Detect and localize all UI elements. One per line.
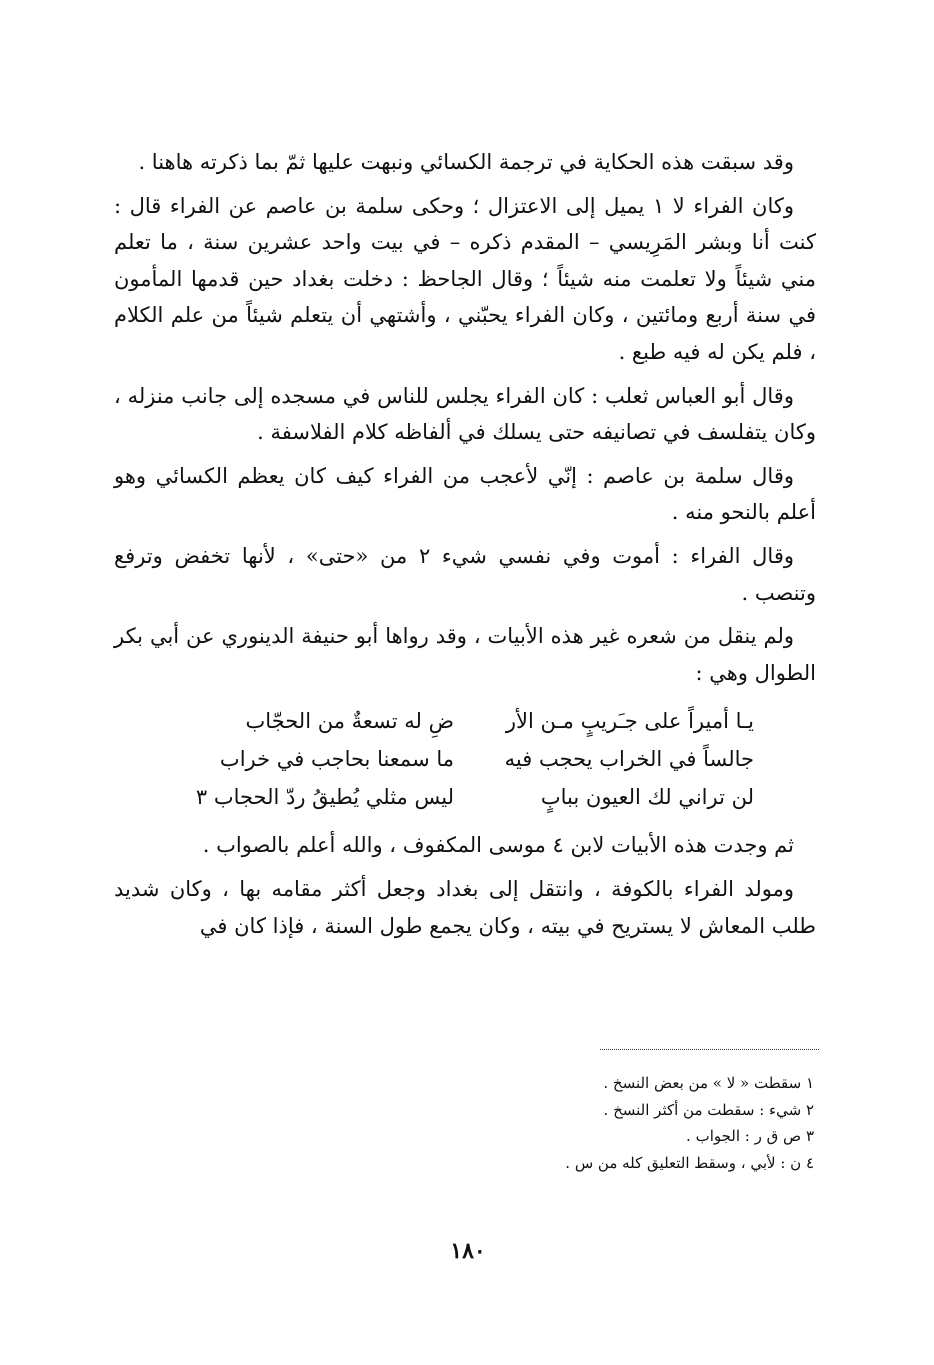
poem-verse xyxy=(114,702,816,740)
footnotes xyxy=(316,1070,816,1176)
poem-verse xyxy=(114,778,816,816)
verse-first-hemistich: جالساً في الخراب يحجب فيه xyxy=(504,747,754,772)
poem-verse xyxy=(114,740,816,778)
verse-second-hemistich: ليس مثلي يُطيقُ ردّ الحجاب ٣ xyxy=(195,785,454,810)
paragraph: وقال سلمة بن عاصم : إنّي لأعجب من الفراء كيف كان يعظم الكسائي وهو أعلم بالنحو منه . xyxy=(114,463,816,525)
main-text xyxy=(114,144,816,951)
paragraph: ومولد الفراء بالكوفة ، وانتقل إلى بغداد وجعل أكثر مقامه بها ، وكان شديد طلب المعاش لا يستريح في بيته ، وكان يجمع طول السنة ، فإذا كان في xyxy=(114,876,816,938)
poem xyxy=(114,698,816,820)
paragraph: وقال الفراء : أموت وفي نفسي شيء ٢ من «حتى» ، لأنها تخفض وترفع وتنصب . xyxy=(114,543,816,605)
paragraph: ثم وجدت هذه الأبيات لابن ٤ موسى المكفوف ، والله أعلم بالصواب . xyxy=(202,833,794,858)
paragraph: ولم ينقل من شعره غير هذه الأبيات ، وقد رواها أبو حنيفة الدينوري عن أبي بكر الطوال وهي : xyxy=(114,624,816,685)
paragraph: وقد سبقت هذه الحكاية في ترجمة الكسائي ونبهت عليها ثمّ بما ذكرته هاهنا . xyxy=(138,150,794,174)
footnote-divider xyxy=(600,1049,819,1050)
verse-second-hemistich: ما سمعنا بحاجب في خراب xyxy=(219,747,454,772)
page-number: ١٨٠ xyxy=(450,1238,486,1264)
footnote: ٣ ص ق ر : الجواب . xyxy=(686,1127,814,1145)
footnote: ١ سقطت « لا » من بعض النسخ . xyxy=(603,1074,814,1092)
footnote: ٢ شيء : سقطت من أكثر النسخ . xyxy=(603,1100,814,1119)
verse-first-hemistich: يـا أميراً على جـَريبٍ مـن الأر xyxy=(505,709,754,734)
verse-first-hemistich: لن تراني لك العيون ببابٍ xyxy=(540,785,754,810)
verse-second-hemistich: ضِ له تسعةٌ من الحجّاب xyxy=(245,709,454,734)
paragraph: وكان الفراء لا ١ يميل إلى الاعتزال ؛ وحكى سلمة بن عاصم عن الفراء قال : كنت أنا وبشر المَرِيسي – المقدم ذكره – في بيت واحد عشرين سنة ، ما تعلم مني شيئاً ولا تعلمت منه شيئاً ؛ وقال الجاحظ : دخلت بغداد حين قدمها المأمون في سنة أربع ومائتين ، وكان الفراء يحبّني ، وأشتهي أن يتعلم شيئاً من علم الكلام ، فلم يكن له فيه طبع . xyxy=(114,193,816,364)
footnote: ٤ ن : لأبي ، وسقط التعليق كله من س . xyxy=(565,1153,814,1172)
paragraph: وقال أبو العباس ثعلب : كان الفراء يجلس للناس في مسجده إلى جانب منزله ، وكان يتفلسف في تصانيفه حتى يسلك في ألفاظه كلام الفلاسفة . xyxy=(114,383,816,445)
